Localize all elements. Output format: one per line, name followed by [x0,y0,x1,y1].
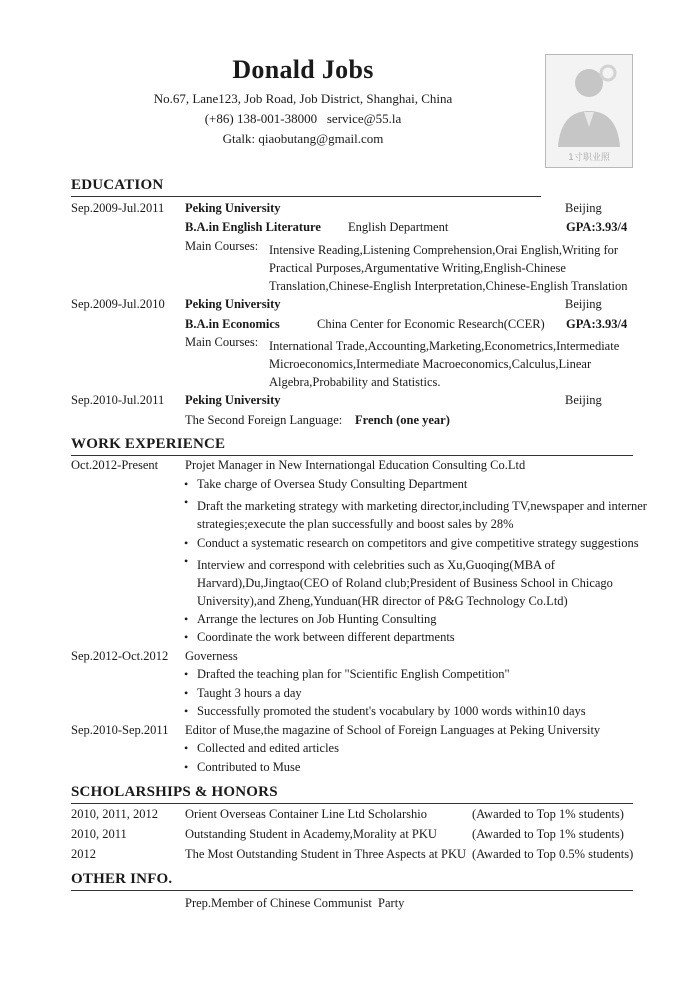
job-dates: Sep.2012-Oct.2012 [71,649,169,663]
edu-dates: Sep.2009-Jul.2010 [71,297,165,311]
gtalk: Gtalk: qiaobutang@gmail.com [222,131,384,146]
section-title-education: EDUCATION [71,177,164,193]
edu-language-value: French (one year) [355,413,450,427]
edu-school: Peking University [185,393,281,407]
honor-year: 2012 [71,847,96,861]
edu-courses-line: Translation,Chinese-English Interpretation,Chinese-English Translation [269,279,628,293]
job-role: Editor of Muse,the magazine of School of Foreign Languages at Peking University [185,723,601,737]
job-bullet-cont: strategies;execute the plan successfully and boost sales by 28% [197,517,514,531]
edu-courses-line: Algebra,Probability and Statistics. [269,375,441,389]
job-bullet: • Collected and edited articles [184,741,339,755]
edu-location: Beijing [565,201,602,215]
section-divider [71,196,541,197]
section-title-work: WORK EXPERIENCE [71,436,226,452]
job-bullet: • Successfully promoted the student's vocabulary by 1000 words within10 days [184,704,586,718]
honor-name: The Most Outstanding Student in Three Aspects at PKU [185,847,466,861]
job-bullet: • Take charge of Oversea Study Consulting Department [184,477,468,491]
edu-dates: Sep.2010-Jul.2011 [71,393,165,407]
edu-courses-line: Intensive Reading,Listening Comprehension,Orai English,Writing for [269,243,619,257]
section-divider [71,803,633,804]
section-title-honors: SCHOLARSHIPS & HONORS [71,784,278,800]
job-bullet-cont: Harvard),Du,Jingtao(CEO of Roland club;President of Business School in Chicago [197,576,613,590]
job-bullet: • Coordinate the work between different departments [184,630,455,644]
phone-email: (+86) 138-001-38000 service@55.la [204,111,402,126]
edu-dates: Sep.2009-Jul.2011 [71,201,165,215]
edu-gpa: GPA:3.93/4 [566,317,628,331]
honor-note: (Awarded to Top 1% students) [472,807,624,821]
job-bullet: • Arrange the lectures on Job Hunting Consulting [184,612,437,626]
job-dates: Oct.2012-Present [71,458,159,472]
candidate-name: Donald Jobs [232,55,374,84]
person-silhouette-icon [546,55,632,151]
job-bullet: • Contributed to Muse [184,760,301,774]
job-bullet: • Draft the marketing strategy with marketing director,including TV,newspaper and interner [184,495,647,513]
honor-year: 2010, 2011 [71,827,127,841]
job-bullet-cont: University),and Zheng,Yunduan(HR director of P&G Technology Co.Ltd) [197,594,568,608]
address: No.67, Lane123, Job Road, Job District, Shanghai, China [153,91,453,106]
photo-placeholder [545,54,633,168]
edu-degree: B.A.in English Literature [185,220,321,234]
edu-school: Peking University [185,201,281,215]
edu-degree: B.A.in Economics [185,317,280,331]
edu-department: China Center for Economic Research(CCER) [317,317,545,331]
section-title-other: OTHER INFO. [71,871,173,887]
edu-gpa: GPA:3.93/4 [566,220,628,234]
honor-name: Orient Overseas Container Line Ltd Scholarshio [185,807,427,821]
edu-courses-line: Microeconomics,Intermediate Macroeconomics,Calculus,Linear [269,357,592,371]
job-bullet: • Conduct a systematic research on competitors and give competitive strategy suggestions [184,536,639,550]
job-bullet: • Taught 3 hours a day [184,686,302,700]
edu-language-label: The Second Foreign Language: [185,413,343,427]
honor-year: 2010, 2011, 2012 [71,807,159,821]
job-bullet: • Drafted the teaching plan for "Scientific English Competition" [184,667,510,681]
job-dates: Sep.2010-Sep.2011 [71,723,169,737]
section-divider [71,455,633,456]
photo-caption: 1寸职业照 [568,153,610,163]
job-bullet: • Interview and correspond with celebrities such as Xu,Guoqing(MBA of [184,554,555,572]
edu-courses-label: Main Courses: [185,335,259,349]
edu-location: Beijing [565,297,602,311]
honor-note: (Awarded to Top 1% students) [472,827,624,841]
edu-courses-line: Practical Purposes,Argumentative Writing,English-Chinese [269,261,566,275]
edu-department: English Department [348,220,449,234]
edu-courses-line: International Trade,Accounting,Marketing,Econometrics,Intermediate [269,339,620,353]
section-divider [71,890,633,891]
edu-school: Peking University [185,297,281,311]
edu-location: Beijing [565,393,602,407]
honor-name: Outstanding Student in Academy,Morality at PKU [185,827,437,841]
other-info-line: Prep.Member of Chinese Communist Party [185,896,405,910]
job-role: Projet Manager in New Internationgal Education Consulting Co.Ltd [185,458,526,472]
edu-courses-label: Main Courses: [185,239,259,253]
honor-note: (Awarded to Top 0.5% students) [472,847,634,861]
job-role: Governess [185,649,238,663]
